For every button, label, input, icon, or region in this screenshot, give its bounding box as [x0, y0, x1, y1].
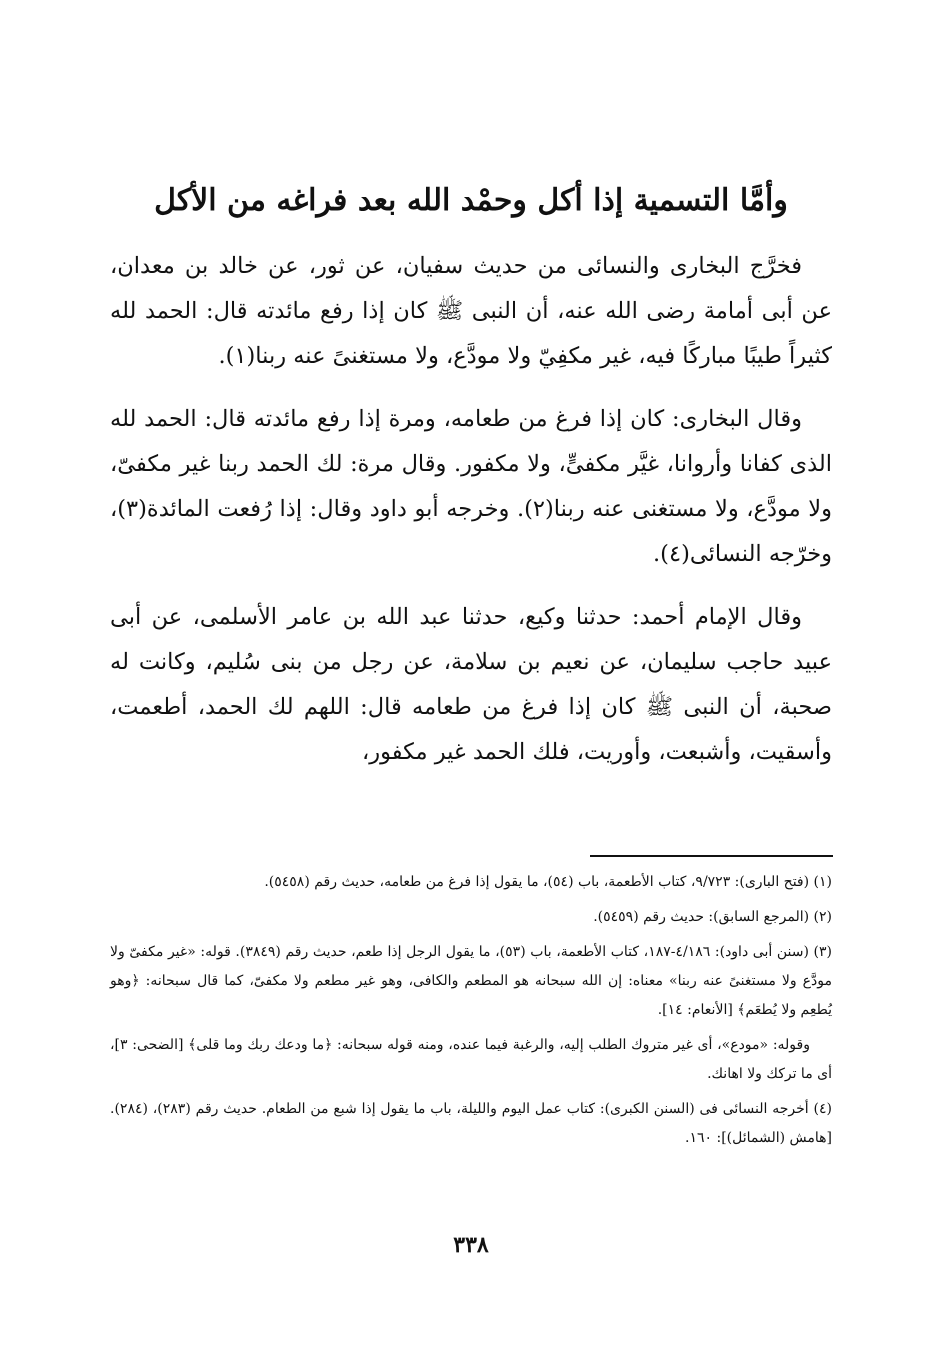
page-title: وأمَّا التسمية إذا أكل وحمْد الله بعد فراغه من الأكل [154, 183, 788, 218]
footnote-3-continued: وقوله: «مودع»، أى غير متروك الطلب إليه، والرغبة فيما عنده، ومنه قوله سبحانه: ﴿ما ودعك ربك وما قلى﴾ [الضحى: ٣]، أى ما تركك ولا اهانك. [110, 1037, 832, 1082]
main-text [110, 180, 832, 793]
footnotes [110, 868, 832, 1159]
footnote-1: (١) (فتح البارى): ٩/٧٢٣، كتاب الأطعمة، باب (٥٤)، ما يقول إذا فرغ من طعامه، حديث رقم (٥٤٥٨). [264, 874, 832, 890]
page-number: ٣٣٨ [453, 1232, 489, 1258]
footnote-3: (٣) (سنن أبى داود): ٤/١٨٦-١٨٧، كتاب الأطعمة، باب (٥٣)، ما يقول الرجل إذا طعم، حديث رقم (٣٨٤٩). قوله: «غير مكفىّ ولا مودَّع ولا مستغنىً عنه ربنا» معناه: إن الله سبحانه هو المطعم والكافى، وهو غير مطعم ولا مكفىّ، كما قال سبحانه: ﴿وهو يُطعِم ولا يُطعَم﴾ [الأنعام: ١٤]. [110, 944, 832, 1018]
paragraph-3: وقال الإمام أحمد: حدثنا وكيع، حدثنا عبد الله بن عامر الأسلمى، عن أبى عبيد حاجب سليمان، عن نعيم بن سلامة، عن رجل من بنى سُليم، وكانت له صحبة، أن النبى ﷺ كان إذا فرغ من طعامه قال: اللهم لك الحمد، أطعمت، وأسقيت، وأشبعت، وأوريت، فلك الحمد غير مكفور، [110, 604, 832, 765]
footnote-2: (٢) (المرجع السابق): حديث رقم (٥٤٥٩). [593, 909, 832, 925]
paragraph-1: فخرَّج البخارى والنسائى من حديث سفيان، عن ثور، عن خالد بن معدان، عن أبى أمامة رضى الله عنه، أن النبى ﷺ كان إذا رفع مائدته قال: الحمد لله كثيراً طيبًا مباركًا فيه، غير مكفِيّ ولا مودَّع، ولا مستغنىً عنه ربنا(١). [110, 253, 832, 369]
footnote-4: (٤) أخرجه النسائى فى (السنن الكبرى): كتاب عمل اليوم والليلة، باب ما يقول إذا شبع من الطعام. حديث رقم (٢٨٣)، (٢٨٤). [هامش (الشمائل)]: ١٦٠. [110, 1101, 832, 1146]
footnote-separator [590, 855, 833, 857]
paragraph-2: وقال البخارى: كان إذا فرغ من طعامه، ومرة إذا رفع مائدته قال: الحمد لله الذى كفانا وأروانا، غيَّر مكفىٍّ، ولا مكفور. وقال مرة: لك الحمد ربنا غير مكفىّ، ولا مودَّع، ولا مستغنى عنه ربنا(٢). وخرجه أبو داود وقال: إذا رُفعت المائدة(٣)، وخرّجه النسائى(٤). [110, 406, 832, 567]
